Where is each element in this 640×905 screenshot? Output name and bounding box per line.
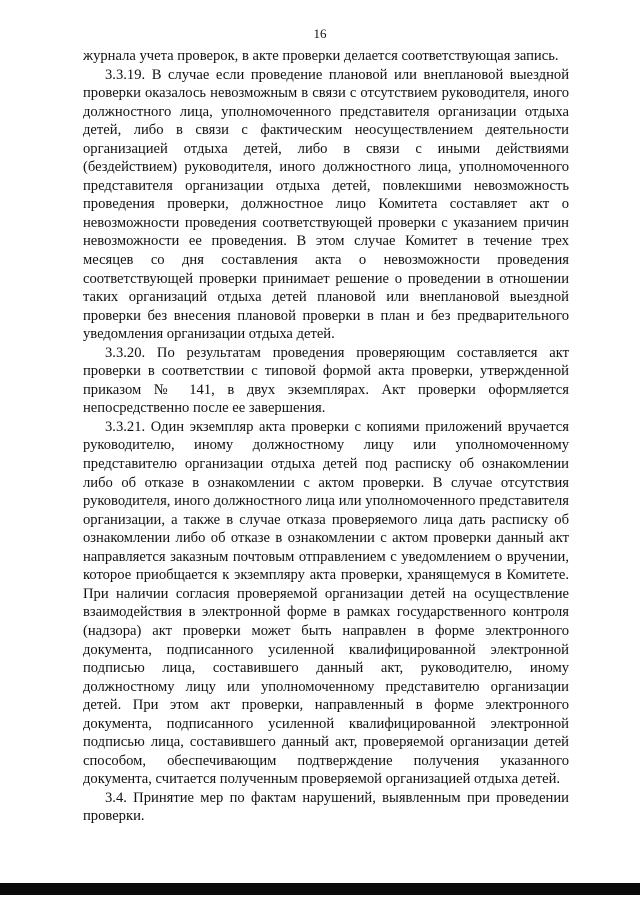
paragraph-3-3-19: 3.3.19. В случае если проведение плановой или внеплановой выездной проверки оказалось невозможным в связи с отсутствием руководителя, иного должностного лица, уполномоченного представителя организации отдыха детей, либо в связи с фактическим неосуществлением деятельности организацией отдыха детей, либо в связи с иными действиями (бездействием) руководителя, иного должностного лица, уполномоченного представителя организации отдыха детей, повлекшими невозможность проведения проверки, должностное лицо Комитета составляет акт о невозможности проведения соответствующей проверки с указанием причин невозможности ее проведения. В этом случае Комитет в течение трех месяцев со дня составления акта о невозможности проведения соответствующей проверки принимает решение о проведении в отношении таких организаций отдыха детей плановой или внеплановой выездной проверки без внесения плановой проверки в план и без предварительного уведомления организации отдыха детей. [83, 66, 569, 343]
paragraph-continuation: журнала учета проверок, в акте проверки делается соответствующая запись. [83, 48, 559, 64]
document-body [83, 47, 569, 826]
scan-border-bar [0, 883, 640, 895]
page-number: 16 [313, 26, 327, 41]
paragraph-3-4: 3.4. Принятие мер по фактам нарушений, выявленным при проведении проверки. [83, 789, 569, 825]
paragraph-3-3-21: 3.3.21. Один экземпляр акта проверки с копиями приложений вручается руководителю, иному должностному лицу или уполномоченному представителю организации отдыха детей под расписку об ознакомлении либо об отказе в ознакомлении с актом проверки. В случае отсутствия руководителя, иного должностного лица или уполномоченного представителя организации, а также в случае отказа проверяемого лица дать расписку об ознакомлении либо об отказе в ознакомлении с актом проверки данный акт направляется заказным почтовым отправлением с уведомлением о вручении, которое приобщается к экземпляру акта проверки, хранящемуся в Комитете. При наличии согласия проверяемой организации детей на осуществление взаимодействия в электронной форме в рамках государственного контроля (надзора) акт проверки может быть направлен в форме электронного документа, подписанного усиленной квалифицированной электронной подписью лица, составившего данный акт, руководителю, иному должностному лицу или уполномоченному представителю организации детей. При этом акт проверки, направленный в форме электронного документа, подписанного усиленной квалифицированной электронной подписью лица, составившего данный акт, проверяемой организации детей способом, обеспечивающим подтверждение получения указанного документа, считается полученным проверяемой организацией отдыха детей. [83, 418, 569, 788]
paragraph-3-3-20: 3.3.20. По результатам проведения проверяющим составляется акт проверки в соответствии с типовой формой акта проверки, утвержденной приказом № 141, в двух экземплярах. Акт проверки оформляется непосредственно после ее завершения. [83, 344, 569, 417]
